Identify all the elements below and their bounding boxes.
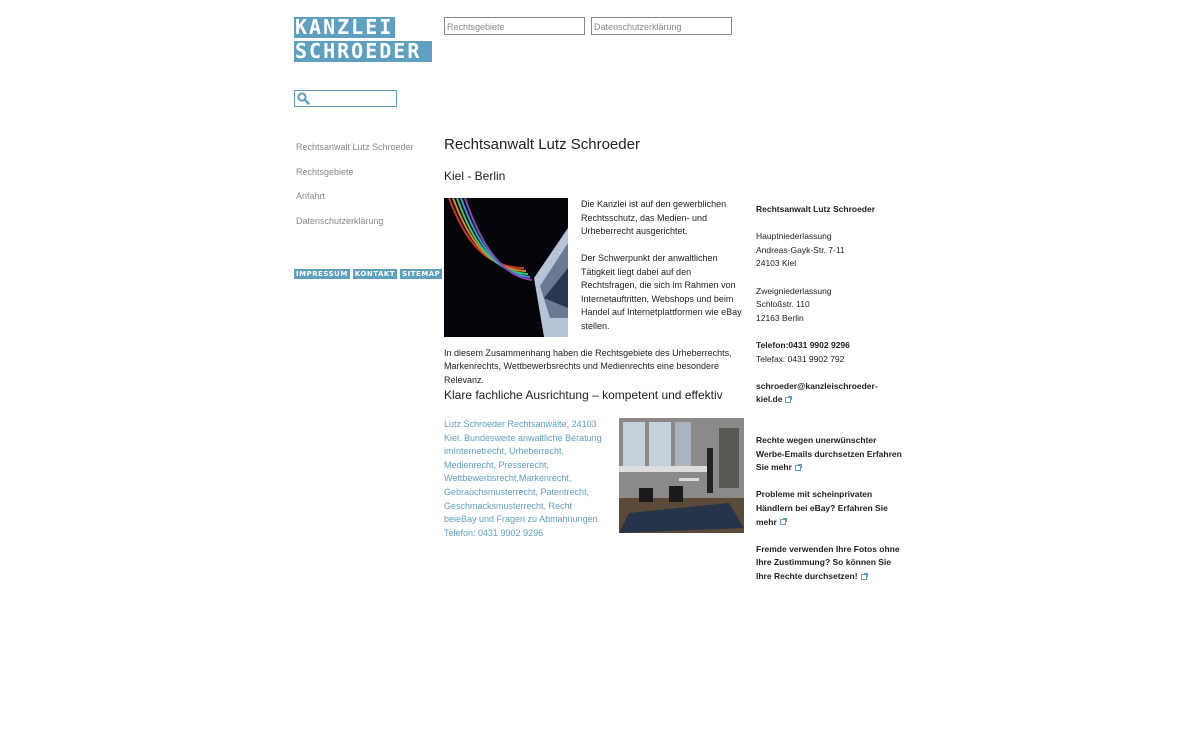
contact-column bbox=[756, 203, 911, 584]
branch-city: 12163 Berlin bbox=[756, 312, 804, 323]
logo-line-2: SCHROEDER bbox=[294, 41, 432, 62]
sidemenu-item-anfahrt[interactable]: Anfahrt bbox=[296, 191, 326, 201]
external-link-icon bbox=[861, 574, 867, 580]
promo-link-ebay[interactable]: Probleme mit scheinprivaten Händlern bei eBay? Erfahren Sie mehr bbox=[756, 489, 888, 527]
office-image bbox=[619, 418, 744, 533]
sidemenu-item-datenschutz[interactable]: Datenschutzerklärung bbox=[296, 215, 384, 226]
external-link-icon bbox=[780, 519, 786, 525]
promo-link-spam[interactable]: Rechte wegen unerwünschter Werbe-Emails durchsetzen Erfahren Sie mehr bbox=[756, 435, 902, 473]
intro-paragraph-1: Die Kanzlei ist auf den gewerblichen Rechtsschutz, das Medien- und Urheberrecht ausgerichtet. bbox=[581, 199, 727, 236]
kontakt-link[interactable]: KONTAKT bbox=[354, 270, 396, 278]
contact-phone: Telefon:0431 9902 9296 bbox=[756, 339, 850, 350]
branch-label: Zweigniederlassung bbox=[756, 285, 832, 296]
sidemenu-item-rechtsanwalt[interactable]: Rechtsanwalt Lutz Schroeder bbox=[296, 142, 414, 152]
contact-name: Rechtsanwalt Lutz Schroeder bbox=[756, 204, 876, 214]
impressum-link[interactable]: IMPRESSUM bbox=[296, 270, 348, 278]
side-menu bbox=[296, 141, 414, 239]
page-title: Rechtsanwalt Lutz Schroeder bbox=[444, 136, 640, 153]
search-input[interactable] bbox=[311, 92, 393, 104]
topnav-datenschutz[interactable]: Datenschutzerklärung bbox=[591, 17, 732, 35]
hq-street: Andreas-Gayk-Str. 7-11 bbox=[756, 244, 845, 255]
search-icon[interactable] bbox=[297, 92, 310, 105]
search-box[interactable] bbox=[294, 90, 397, 107]
logo-line-1: KANZLEI bbox=[295, 17, 394, 38]
topnav-rechtsgebiete[interactable]: Rechtsgebiete bbox=[444, 17, 585, 35]
hq-city: 24103 Kiel bbox=[756, 258, 797, 269]
page-subtitle: Kiel - Berlin bbox=[444, 169, 506, 183]
hq-label: Hauptniederlassung bbox=[756, 231, 832, 242]
footer-links bbox=[294, 269, 442, 279]
intro-paragraph-3: In diesem Zusammenhang haben die Rechtsgebiete des Urheberrechts, Markenrechts, Wettbewerbsrechts und Medienrechts eine besondere Relevanz. bbox=[444, 347, 732, 385]
contact-email-link[interactable]: schroeder@kanzleischroeder-kiel.de bbox=[756, 380, 878, 405]
intro-paragraph-2: Der Schwerpunkt der anwaltlichen Tätigkeit liegt dabei auf den Rechtsfragen, die sich im Rahmen von Internetauftritten, Webshops und beim Handel auf Internetplattformen wie eBay stellen. bbox=[581, 253, 742, 331]
sidemenu-item-rechtsgebiete[interactable]: Rechtsgebiete bbox=[296, 166, 354, 177]
keywords-text: Lutz Schroeder Rechtsanwälte, 24103 Kiel. Bundesweite anwaltliche Beratung imInternetrecht, Urheberrecht, Medienrecht, Presserecht, Wettbewerbsrecht,Markenrecht, Gebrauchsmusterrecht, Patentrecht, Geschmacksmusterrecht, Recht beieBay und Fragen zu Abmahnungen. Telefon: 0431 9902 9296 bbox=[444, 419, 602, 538]
section-title: Klare fachliche Ausrichtung – kompetent und effektiv bbox=[444, 388, 723, 402]
branch-street: Schloßstr. 110 bbox=[756, 299, 810, 310]
external-link-icon bbox=[785, 397, 791, 403]
sitemap-link[interactable]: SITEMAP bbox=[402, 270, 441, 278]
promo-link-photos[interactable]: Fremde verwenden Ihre Fotos ohne Ihre Zustimmung? So können Sie Ihre Rechte durchsetzen! bbox=[756, 543, 900, 582]
logo[interactable] bbox=[294, 17, 431, 62]
external-link-icon bbox=[795, 465, 801, 471]
intro-text bbox=[444, 198, 744, 401]
contact-fax: Telefax: 0431 9902 792 bbox=[756, 353, 845, 364]
